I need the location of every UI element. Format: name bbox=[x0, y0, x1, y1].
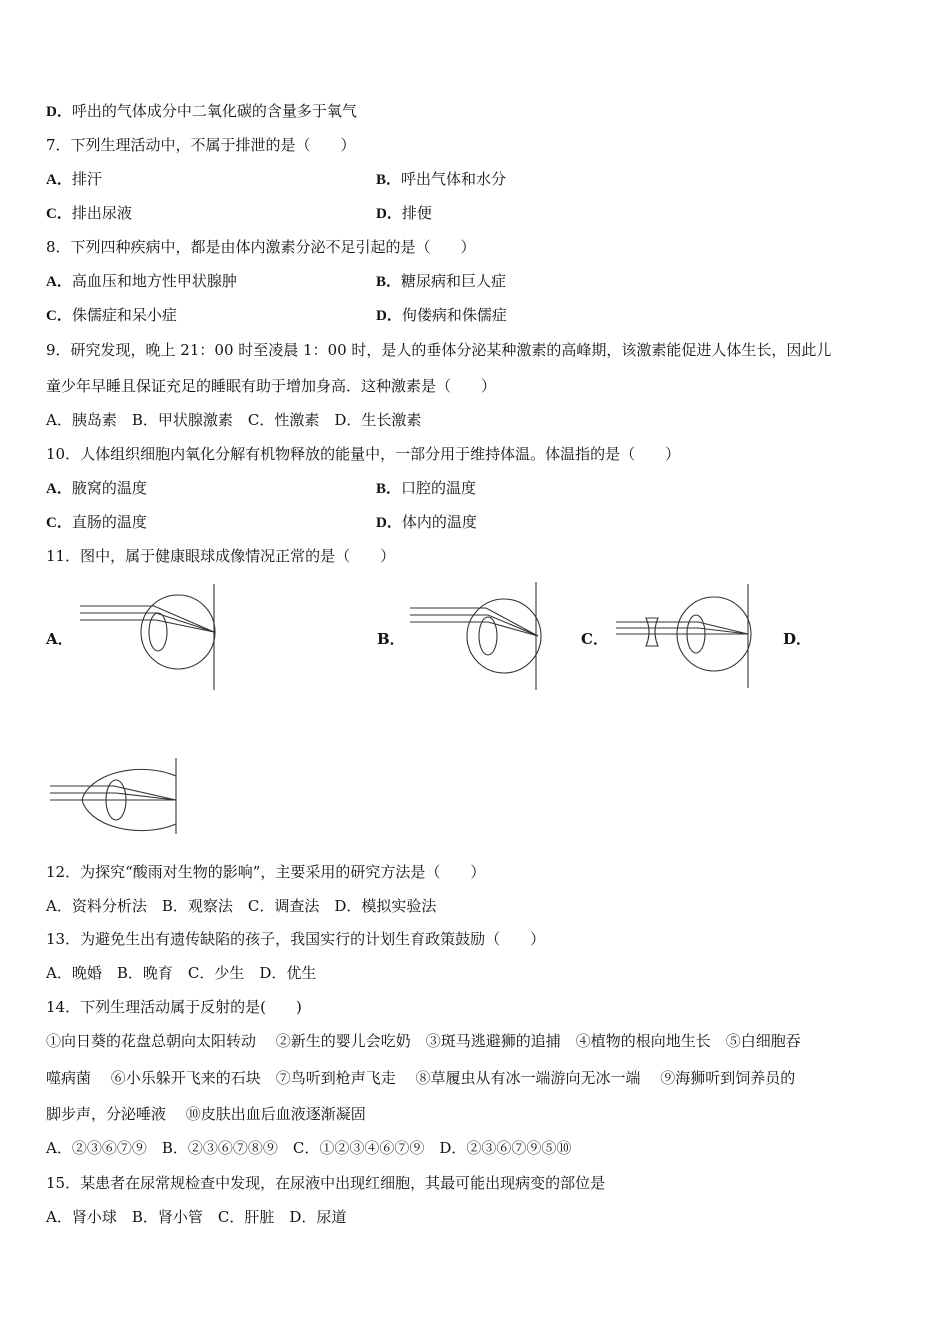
q15-stem: 15．某患者在尿常规检查中发现，在尿液中出现红细胞，其最可能出现病变的部位是 bbox=[46, 1174, 606, 1192]
q8-option-d bbox=[376, 305, 507, 326]
q11-label-d: D． bbox=[783, 630, 812, 648]
q11-stem: 11．图中，属于健康眼球成像情况正常的是（ ） bbox=[46, 547, 396, 565]
q9-stem-line1: 9．研究发现，晚上 21：00 时至凌晨 1：00 时，是人的垂体分泌某种激素的高峰期，该激素能促进人体生长，因此儿 bbox=[46, 341, 832, 359]
q10-option-a bbox=[46, 478, 147, 499]
option-text: 排汗 bbox=[71, 170, 102, 188]
q9-options: A．胰岛素 B．甲状腺激素 C．性激素 D．生长激素 bbox=[46, 411, 422, 429]
q12-options: A．资料分析法 B．观察法 C．调查法 D．模拟实验法 bbox=[46, 897, 437, 915]
q9-stem-line2: 童少年早睡且保证充足的睡眠有助于增加身高．这种激素是（ ） bbox=[46, 377, 497, 395]
q13-stem: 13．为避免生出有遗传缺陷的孩子，我国实行的计划生育政策鼓励（ ） bbox=[46, 930, 546, 948]
option-letter: A． bbox=[46, 481, 72, 497]
option-letter: B． bbox=[376, 172, 402, 188]
q11-label-a: A． bbox=[46, 630, 73, 648]
q6-option-d bbox=[46, 101, 357, 122]
q7-option-a bbox=[46, 169, 102, 190]
option-text: 高血压和地方性甲状腺肿 bbox=[71, 272, 237, 290]
option-text: 糖尿病和巨人症 bbox=[401, 272, 507, 290]
q12-stem: 12．为探究“酸雨对生物的影响”，主要采用的研究方法是（ ） bbox=[46, 863, 486, 881]
option-letter: D． bbox=[376, 515, 402, 531]
eye-diagram-a bbox=[76, 582, 226, 692]
option-letter: A． bbox=[46, 274, 72, 290]
eye-diagram-c bbox=[612, 582, 762, 692]
eye-diagram-d bbox=[46, 756, 196, 836]
eye-diagram-b bbox=[408, 580, 558, 692]
q13-options: A．晚婚 B．晚育 C．少生 D．优生 bbox=[46, 964, 317, 982]
option-text: 侏儒症和呆小症 bbox=[71, 306, 177, 324]
option-letter: B． bbox=[376, 274, 402, 290]
q10-option-d bbox=[376, 512, 477, 533]
option-letter: A． bbox=[46, 172, 72, 188]
q8-stem: 8．下列四种疾病中，都是由体内激素分泌不足引起的是（ ） bbox=[46, 238, 476, 256]
option-text: 排便 bbox=[401, 204, 432, 222]
q10-option-c bbox=[46, 512, 147, 533]
option-text: 腋窝的温度 bbox=[71, 479, 147, 497]
q11-label-b: B． bbox=[377, 630, 405, 648]
q7-option-b bbox=[376, 169, 506, 190]
option-text: 排出尿液 bbox=[71, 204, 132, 222]
q8-option-c bbox=[46, 305, 177, 326]
option-letter: C． bbox=[46, 308, 72, 324]
q7-option-c bbox=[46, 203, 132, 224]
option-text: 口腔的温度 bbox=[401, 479, 477, 497]
q14-options: A．②③⑥⑦⑨ B．②③⑥⑦⑧⑨ C．①②③④⑥⑦⑨ D．②③⑥⑦⑨⑤⑩ bbox=[46, 1139, 572, 1157]
option-letter: D． bbox=[376, 308, 402, 324]
q10-option-b bbox=[376, 478, 476, 499]
option-letter: D． bbox=[376, 206, 402, 222]
q7-option-d bbox=[376, 203, 432, 224]
option-letter: C． bbox=[46, 515, 72, 531]
q14-stem: 14．下列生理活动属于反射的是( ) bbox=[46, 998, 302, 1016]
q7-stem: 7．下列生理活动中，不属于排泄的是（ ） bbox=[46, 136, 356, 154]
option-letter: D． bbox=[46, 104, 72, 120]
q11-label-c: C． bbox=[581, 630, 608, 648]
option-letter: C． bbox=[46, 206, 72, 222]
option-text: 呼出的气体成分中二氧化碳的含量多于氧气 bbox=[71, 102, 357, 120]
option-text: 呼出气体和水分 bbox=[401, 170, 507, 188]
q14-line3: 脚步声，分泌唾液 ⑩皮肤出血后血液逐渐凝固 bbox=[46, 1105, 366, 1123]
q8-option-b bbox=[376, 271, 506, 292]
q14-line1: ①向日葵的花盘总朝向太阳转动 ②新生的婴儿会吃奶 ③斑马逃避狮的追捕 ④植物的根向地生长 ⑤白细胞吞 bbox=[46, 1032, 801, 1050]
q10-stem: 10．人体组织细胞内氧化分解有机物释放的能量中，一部分用于维持体温。体温指的是（ ） bbox=[46, 445, 681, 463]
q8-option-a bbox=[46, 271, 237, 292]
q15-options: A．肾小球 B．肾小管 C．肝脏 D．尿道 bbox=[46, 1208, 347, 1226]
q14-line2: 噬病菌 ⑥小乐躲开飞来的石块 ⑦鸟听到枪声飞走 ⑧草履虫从有冰一端游向无冰一端 ⑨海狮听到饲养员的 bbox=[46, 1069, 796, 1087]
option-text: 佝偻病和侏儒症 bbox=[401, 306, 507, 324]
option-text: 体内的温度 bbox=[401, 513, 477, 531]
option-text: 直肠的温度 bbox=[71, 513, 147, 531]
option-letter: B． bbox=[376, 481, 402, 497]
